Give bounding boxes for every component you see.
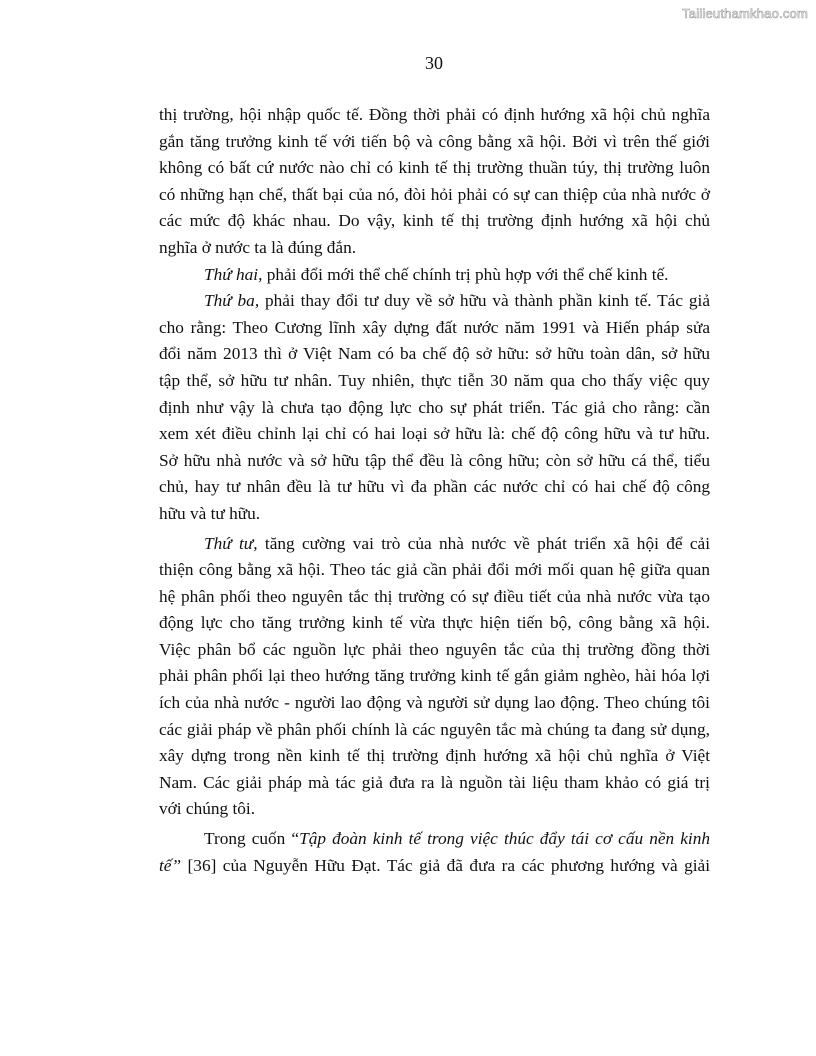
text-line: tập thể, sở hữu tư nhân. Tuy nhiên, thực tiễn 30 năm qua cho thấy việc quy <box>159 370 710 390</box>
text-line: có những hạn chế, thất bại của nó, đòi hỏi phải có sự can thiệp của nhà nước ở <box>159 184 710 204</box>
text-line: hệ phân phối theo nguyên tắc thị trường có sự điều tiết của nhà nước vừa tạo <box>159 586 710 606</box>
paragraph-thu-ba <box>159 288 710 315</box>
text-line: định như vậy là chưa tạo động lực cho sự phát triển. Tác giả cho rằng: cần <box>159 397 710 417</box>
paragraph-thu-tu <box>159 531 710 558</box>
document-body <box>159 102 710 879</box>
text-line: Sở hữu nhà nước và sở hữu tập thể đều là công hữu; còn sở hữu cá thể, tiểu <box>159 450 710 470</box>
text-line: với chúng tôi. <box>159 799 256 819</box>
paragraph-lead-italic: Thứ tư, <box>204 533 258 553</box>
watermark-logo: Tailieuthamkhao.com <box>682 6 808 21</box>
text-run: phải thay đổi tư duy về sở hữu và thành phần kinh tế. Tác giả <box>259 291 710 311</box>
text-line: nghĩa ở nước ta là đúng đắn. <box>159 237 357 257</box>
text-run: phải đổi mới thể chế chính trị phù hợp với thể chế kinh tế. <box>262 264 669 284</box>
text-line: thiện công bằng xã hội. Theo tác giả cần phải đổi mới mối quan hệ giữa quan <box>159 560 710 580</box>
text-line: hữu và tư hữu. <box>159 503 261 523</box>
text-line: phải phân phối lại theo hướng tăng trưởng kinh tế gắn giảm nghèo, hài hóa lợi <box>159 666 710 686</box>
text-line: đổi năm 2013 thì ở Việt Nam có ba chế độ sở hữu: sở hữu toàn dân, sở hữu <box>159 344 710 364</box>
text-line <box>159 853 710 880</box>
paragraph-lead-italic: Thứ hai, <box>204 264 263 284</box>
text-line: động lực cho tăng trưởng kinh tế vừa thực hiện tiến bộ, công bằng xã hội. <box>159 613 710 633</box>
text-line: các mức độ khác nhau. Do vậy, kinh tế thị trường định hướng xã hội chủ <box>159 211 710 231</box>
text-line: ích của nhà nước - người lao động và người sử dụng lao động. Theo chúng tôi <box>159 693 710 713</box>
text-line: không có bất cứ nước nào chỉ có kinh tế thị trường thuần túy, thị trường luôn <box>159 158 710 178</box>
text-line: thị trường, hội nhập quốc tế. Đồng thời phải có định hướng xã hội chủ nghĩa <box>159 105 710 124</box>
text-line: xây dựng trong nền kinh tế thị trường định hướng xã hội chủ nghĩa ở Việt <box>159 746 710 766</box>
paragraph-lead-italic: Thứ ba, <box>204 291 260 311</box>
text-line: các giải pháp về phân phối chính là các nguyên tắc mà chúng ta đang sử dụng, <box>159 719 710 739</box>
text-line: xem xét điều chỉnh lại chỉ có hai loại sở hữu là: chế độ công hữu và tư hữu. <box>159 424 710 444</box>
text-line: Việc phân bổ các nguồn lực phải theo nguyên tắc của thị trường đồng thời <box>159 639 710 659</box>
text-line: gắn tăng trưởng kinh tế với tiến bộ và công bằng xã hội. Bởi vì trên thế giới <box>159 131 710 151</box>
paragraph-thu-hai <box>159 262 710 289</box>
text-line: Nam. Các giải pháp mà tác giả đưa ra là nguồn tài liệu tham khảo có giá trị <box>159 772 710 792</box>
book-title-italic: tế” <box>159 855 182 875</box>
text-line: chủ, hay tư nhân đều là tư hữu vì đa phần các nước chỉ có hai chế độ công <box>159 477 710 497</box>
text-run: Trong cuốn “ <box>204 829 300 849</box>
page-number: 30 <box>425 53 443 73</box>
paragraph-trong-cuon <box>159 826 710 853</box>
text-run: [36] của Nguyễn Hữu Đạt. Tác giả đã đưa ra các phương hướng và giải <box>181 855 710 875</box>
text-line: cho rằng: Theo Cương lĩnh xây dựng đất nước năm 1991 và Hiến pháp sửa <box>159 317 710 337</box>
book-title-italic: Tập đoàn kinh tế trong việc thúc đẩy tái cơ cấu nền kinh <box>299 829 710 849</box>
text-run: tăng cường vai trò của nhà nước về phát triển xã hội để cải <box>257 533 710 553</box>
